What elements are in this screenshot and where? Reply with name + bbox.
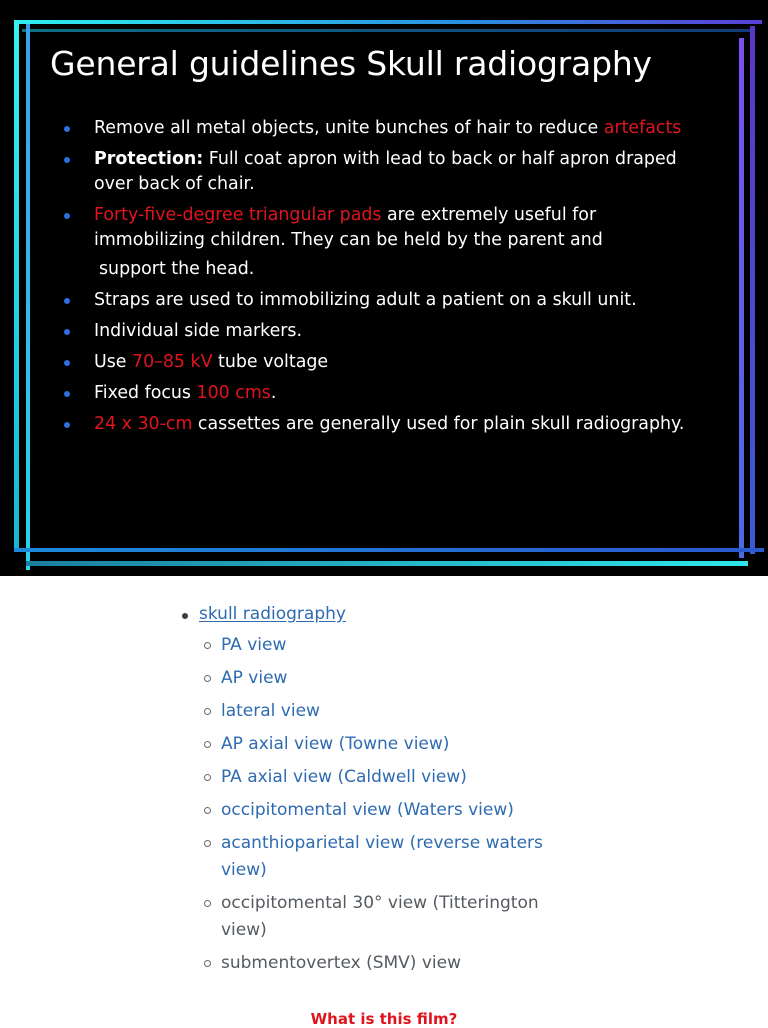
bullet-dot-icon — [64, 422, 70, 428]
slide-bullet-text: support the head. — [99, 259, 255, 279]
question-heading: What is this film? — [310, 1010, 458, 1028]
bullet-dot-icon — [64, 360, 70, 366]
slide-bullet-text: are extremely useful for immobilizing children. They can be held by the parent and — [94, 205, 603, 250]
bullet-circle-icon — [204, 708, 211, 715]
slide-bullet — [62, 147, 702, 197]
slide-bullet-text: Use — [94, 352, 133, 372]
view-list-item[interactable] — [180, 632, 561, 659]
view-list-item-label: occipitomental 30° view (Titterington view) — [221, 893, 539, 940]
bullet-circle-icon — [204, 900, 211, 907]
slide-bullet — [62, 116, 702, 141]
slide-bullet-text: Protection: — [94, 149, 204, 169]
slide-frame-bar — [750, 26, 755, 554]
slide-frame-bar — [739, 38, 744, 558]
slide-bullet-text: 100 cms — [196, 383, 271, 403]
slide-frame-bar — [22, 29, 752, 32]
view-list-item[interactable] — [180, 698, 561, 725]
bullet-dot-icon — [64, 157, 70, 163]
bullet-dot-icon — [64, 126, 70, 132]
view-list-item-label: acanthioparietal view (reverse waters view) — [221, 833, 543, 880]
bullet-circle-icon — [204, 960, 211, 967]
slide-bullet — [62, 319, 702, 344]
slide-bullet — [62, 381, 702, 406]
slide-bullet-text: artefacts — [603, 118, 682, 138]
slide-frame-bar — [14, 20, 19, 550]
view-list-item[interactable] — [180, 830, 561, 884]
bullet-disc-icon — [182, 613, 188, 619]
view-list-item — [180, 950, 561, 977]
view-list-item-label: PA view — [221, 635, 287, 655]
slide-bullet-text: . — [270, 383, 277, 403]
slide-bullet-text: Individual side markers. — [94, 321, 303, 341]
slide-title: General guidelines Skull radiography — [50, 44, 652, 83]
view-list-item-label: occipitomental view (Waters view) — [221, 800, 514, 820]
view-list-item[interactable] — [180, 764, 561, 791]
view-list-item[interactable] — [180, 731, 561, 758]
view-list-item-label: AP axial view (Towne view) — [221, 734, 450, 754]
slide-frame-bar — [26, 24, 30, 570]
bullet-dot-icon — [64, 391, 70, 397]
bullet-circle-icon — [204, 675, 211, 682]
slide-bullet-text: 24 x 30-cm — [94, 414, 193, 434]
slide-bullet-text: cassettes are generally used for plain skull radiography. — [192, 414, 685, 434]
slide-bullet-list — [62, 116, 702, 443]
view-list-item[interactable] — [180, 665, 561, 692]
view-outline — [180, 604, 580, 983]
view-list-item[interactable] — [180, 797, 561, 824]
bullet-circle-icon — [204, 774, 211, 781]
bullet-circle-icon — [204, 741, 211, 748]
view-list-item-label: lateral view — [221, 701, 320, 721]
bullet-dot-icon — [64, 213, 70, 219]
outline-heading-item — [180, 604, 580, 632]
slide-bullet — [62, 412, 702, 437]
view-sublist — [180, 632, 580, 977]
bullet-dot-icon — [64, 329, 70, 335]
bullet-circle-icon — [204, 840, 211, 847]
slide-frame-bar — [26, 561, 748, 566]
slide-bullet-text: 70–85 kV — [132, 352, 213, 372]
slide-bullet-text: Fixed focus — [94, 383, 197, 403]
bullet-circle-icon — [204, 642, 211, 649]
view-list-item-label: PA axial view (Caldwell view) — [221, 767, 467, 787]
slide-bullet-text: Straps are used to immobilizing adult a patient on a skull unit. — [94, 290, 637, 310]
view-list-item — [180, 890, 561, 944]
slide-bullet — [62, 350, 702, 375]
slide-bullet-text: tube voltage — [212, 352, 329, 372]
slide-bullet-text: Remove all metal objects, unite bunches of hair to reduce — [94, 118, 604, 138]
slide-bullet-text: Forty-five-degree triangular pads — [94, 205, 382, 225]
bullet-dot-icon — [64, 298, 70, 304]
bullet-circle-icon — [204, 807, 211, 814]
view-list-item-label: submentovertex (SMV) view — [221, 953, 461, 973]
skull-radiography-link[interactable]: skull radiography — [199, 604, 346, 624]
slide-bullet-text: Full coat apron with lead to back or half apron draped over back of chair. — [94, 149, 677, 194]
slide-bullet — [62, 203, 702, 282]
slide-frame-bar — [14, 20, 762, 24]
slide-bullet — [62, 288, 702, 313]
view-list-item-label: AP view — [221, 668, 288, 688]
slide-frame-bar — [14, 548, 764, 552]
